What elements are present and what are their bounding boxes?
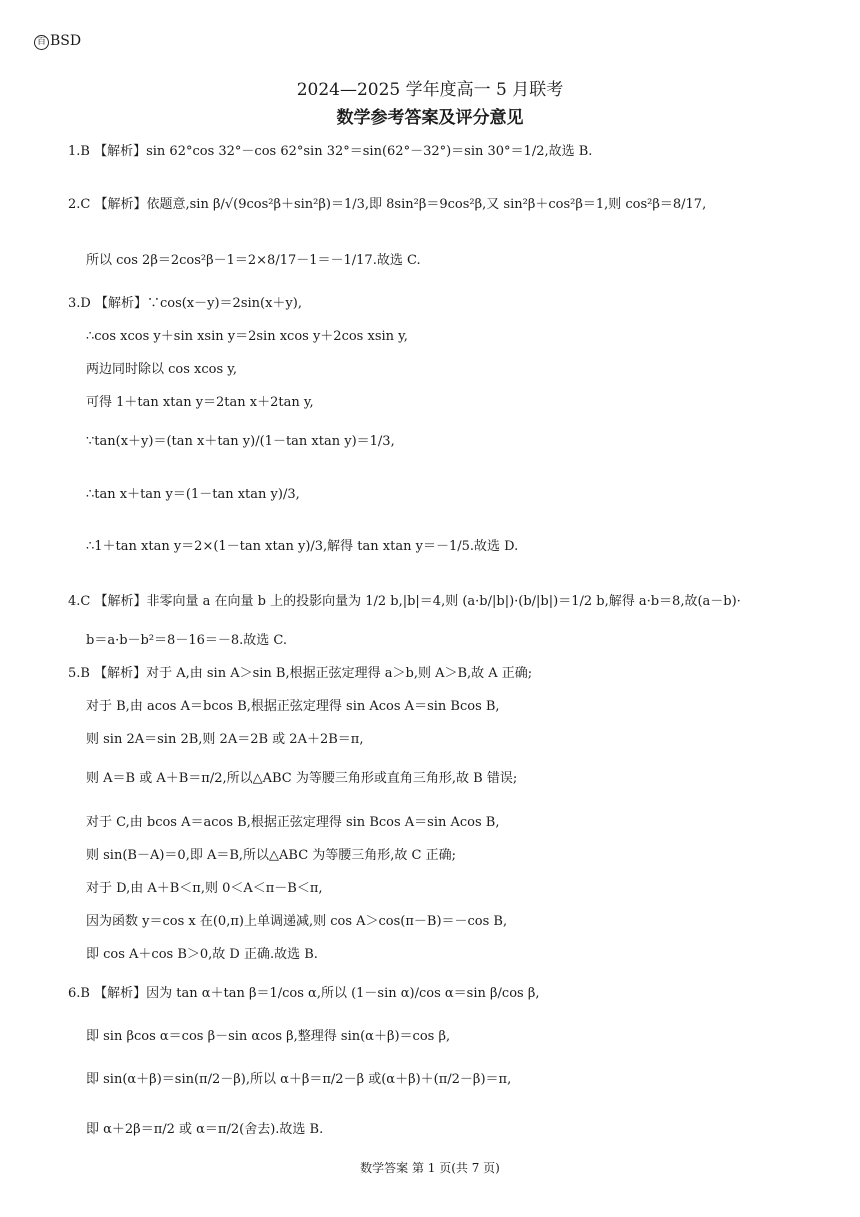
answer-line: ∵tan(x＋y)＝(tan x＋tan y)/(1－tan xtan y)＝1/3, <box>86 434 395 449</box>
answer-line: 对于 D,由 A＋B＜π,则 0＜A＜π－B＜π, <box>86 881 323 896</box>
publisher-logo <box>34 33 81 50</box>
answer-line: 则 A＝B 或 A＋B＝π/2,所以△ABC 为等腰三角形或直角三角形,故 B 错误; <box>86 771 518 786</box>
answer-line: 即 sin(α＋β)＝sin(π/2－β),所以 α＋β＝π/2－β 或(α＋β)＋(π/2－β)＝π, <box>86 1072 512 1087</box>
answer-line: 1.B 【解析】sin 62°cos 32°－cos 62°sin 32°＝sin(62°－32°)＝sin 30°＝1/2,故选 B. <box>68 144 593 159</box>
answer-line: 5.B 【解析】对于 A,由 sin A＞sin B,根据正弦定理得 a＞b,则 A＞B,故 A 正确; <box>68 666 533 681</box>
answer-line: b＝a·b－b²＝8－16＝－8.故选 C. <box>86 633 288 648</box>
page-title: 2024—2025 学年度高一 5 月联考 <box>296 80 564 100</box>
answer-line: ∴cos xcos y＋sin xsin y＝2sin xcos y＋2cos xsin y, <box>86 329 408 344</box>
answer-line: 所以 cos 2β＝2cos²β－1＝2×8/17－1＝－1/17.故选 C. <box>86 253 421 268</box>
answer-line: 2.C 【解析】依题意,sin β/√(9cos²β＋sin²β)＝1/3,即 8sin²β＝9cos²β,又 sin²β＋cos²β＝1,则 cos²β＝8/17, <box>68 197 707 212</box>
logo-text: BSD <box>50 33 82 49</box>
answer-line: ∴tan x＋tan y＝(1－tan xtan y)/3, <box>86 487 300 502</box>
logo-mark: 百 <box>34 35 49 50</box>
answer-line: 则 sin 2A＝sin 2B,则 2A＝2B 或 2A＋2B＝π, <box>86 732 364 747</box>
page-footer: 数学答案 第 1 页(共 7 页) <box>360 1161 500 1175</box>
answer-line: 对于 B,由 acos A＝bcos B,根据正弦定理得 sin Acos A＝sin Bcos B, <box>86 699 500 714</box>
answer-line: 6.B 【解析】因为 tan α＋tan β＝1/cos α,所以 (1－sin α)/cos α＝sin β/cos β, <box>68 986 540 1001</box>
page-subtitle: 数学参考答案及评分意见 <box>336 108 524 128</box>
answer-line: 因为函数 y＝cos x 在(0,π)上单调递减,则 cos A＞cos(π－B)＝－cos B, <box>86 914 508 929</box>
answer-line: 即 α＋2β＝π/2 或 α＝π/2(舍去).故选 B. <box>86 1122 324 1137</box>
answer-line: 则 sin(B－A)＝0,即 A＝B,所以△ABC 为等腰三角形,故 C 正确; <box>86 848 457 863</box>
answer-line: ∴1＋tan xtan y＝2×(1－tan xtan y)/3,解得 tan xtan y＝－1/5.故选 D. <box>86 539 519 554</box>
answer-line: 两边同时除以 cos xcos y, <box>86 362 238 377</box>
answer-line: 即 sin βcos α＝cos β－sin αcos β,整理得 sin(α＋β)＝cos β, <box>86 1029 451 1044</box>
answer-line: 可得 1＋tan xtan y＝2tan x＋2tan y, <box>86 395 314 410</box>
answer-line: 3.D 【解析】∵cos(x－y)＝2sin(x＋y), <box>68 296 302 311</box>
answer-line: 4.C 【解析】非零向量 a 在向量 b 上的投影向量为 1/2 b,|b|＝4,则 (a·b/|b|)·(b/|b|)＝1/2 b,解得 a·b＝8,故(a－b)· <box>68 594 741 609</box>
answer-line: 对于 C,由 bcos A＝acos B,根据正弦定理得 sin Bcos A＝sin Acos B, <box>86 815 500 830</box>
answer-line: 即 cos A＋cos B＞0,故 D 正确.故选 B. <box>86 947 318 962</box>
